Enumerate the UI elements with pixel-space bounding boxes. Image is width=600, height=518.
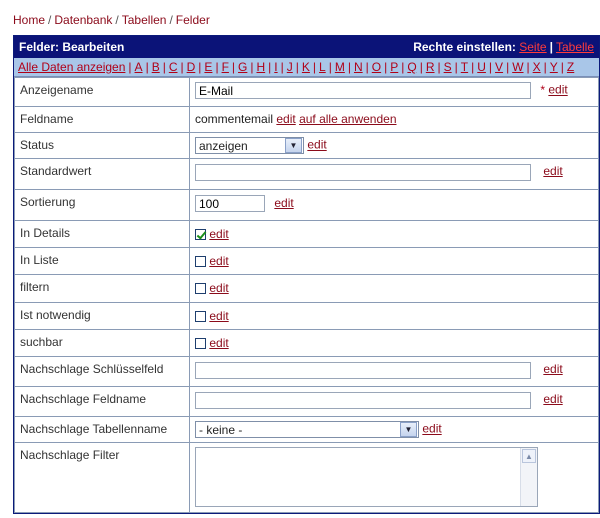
letter-link-a[interactable]: A xyxy=(134,60,143,74)
alphabet-separator: | xyxy=(454,60,458,74)
row-nachschlage-tabellenname xyxy=(15,417,599,443)
suchbar-edit-link[interactable]: edit xyxy=(209,336,229,350)
row-sortierung xyxy=(15,190,599,221)
alphabet-separator: | xyxy=(268,60,272,74)
in-details-edit-link[interactable]: edit xyxy=(209,227,229,241)
label-nachschlage-feldname: Nachschlage Feldname xyxy=(15,387,190,417)
sortierung-input[interactable] xyxy=(195,195,265,212)
feldname-value: commentemail xyxy=(195,112,274,126)
alphabet-separator: | xyxy=(437,60,441,74)
row-anzeigename xyxy=(15,78,599,107)
breadcrumb-home[interactable]: Home xyxy=(13,13,46,27)
nachschlage-feldname-edit-link[interactable]: edit xyxy=(543,392,563,407)
alphabet-separator: | xyxy=(128,60,132,74)
alphabet-separator: | xyxy=(145,60,149,74)
letter-link-l[interactable]: L xyxy=(319,60,326,74)
required-marker: * xyxy=(540,82,546,97)
letter-link-x[interactable]: X xyxy=(532,60,541,74)
row-ist-notwendig xyxy=(15,303,599,330)
letter-link-q[interactable]: Q xyxy=(407,60,417,74)
breadcrumb-separator: / xyxy=(48,13,52,27)
nachschlage-schluesselfeld-input[interactable] xyxy=(195,362,531,379)
label-in-details: In Details xyxy=(15,221,190,248)
alphabet-separator: | xyxy=(560,60,564,74)
feldname-edit-link[interactable]: edit xyxy=(276,112,296,126)
alphabet-separator: | xyxy=(488,60,493,74)
row-standardwert xyxy=(15,159,599,190)
anzeigename-edit-link[interactable]: edit xyxy=(548,82,568,97)
alphabet-separator: | xyxy=(543,60,547,74)
letter-link-e[interactable]: E xyxy=(204,60,213,74)
row-status xyxy=(15,133,599,159)
breadcrumb-felder: Felder xyxy=(175,13,210,27)
nachschlage-feldname-input[interactable] xyxy=(195,392,531,409)
alphabet-separator: | xyxy=(180,60,184,74)
label-filtern: filtern xyxy=(15,275,190,303)
nachschlage-schluesselfeld-edit-link[interactable]: edit xyxy=(543,362,563,377)
panel-title: Felder: Bearbeiten xyxy=(19,40,125,54)
nachschlage-tabellenname-edit-link[interactable]: edit xyxy=(422,421,442,436)
label-anzeigename: Anzeigename xyxy=(15,78,190,107)
sortierung-edit-link[interactable]: edit xyxy=(274,195,294,210)
label-sortierung: Sortierung xyxy=(15,190,190,221)
letter-link-u[interactable]: U xyxy=(477,60,486,74)
row-filtern xyxy=(15,275,599,303)
breadcrumb-datenbank[interactable]: Datenbank xyxy=(54,13,113,27)
nachschlage-filter-textarea[interactable] xyxy=(195,447,538,507)
apply-to-all-link[interactable]: auf alle anwenden xyxy=(299,112,397,126)
letter-link-v[interactable]: V xyxy=(495,60,504,74)
alphabet-separator: | xyxy=(295,60,299,74)
label-nachschlage-filter: Nachschlage Filter xyxy=(15,443,190,513)
ist-notwendig-checkbox[interactable] xyxy=(195,311,206,322)
alphabet-separator: | xyxy=(419,60,423,74)
letter-link-j[interactable]: J xyxy=(286,60,293,74)
rights-separator: | xyxy=(549,40,553,54)
standardwert-edit-link[interactable]: edit xyxy=(543,164,563,179)
scroll-up-icon[interactable]: ▲ xyxy=(522,449,536,463)
rights-tabelle-link[interactable]: Tabelle xyxy=(555,40,594,54)
alphabet-separator: | xyxy=(328,60,332,74)
alphabet-separator: | xyxy=(162,60,166,74)
row-nachschlage-filter xyxy=(15,443,599,513)
label-suchbar: suchbar xyxy=(15,330,190,357)
suchbar-checkbox[interactable] xyxy=(195,338,206,349)
anzeigename-input[interactable] xyxy=(195,82,531,99)
row-suchbar xyxy=(15,330,599,357)
label-standardwert: Standardwert xyxy=(15,159,190,190)
chevron-down-icon[interactable]: ▼ xyxy=(285,138,302,153)
rights-seite-link[interactable]: Seite xyxy=(519,40,547,54)
letter-link-g[interactable]: G xyxy=(238,60,248,74)
breadcrumb-tabellen[interactable]: Tabellen xyxy=(121,13,167,27)
breadcrumb xyxy=(13,13,210,27)
label-ist-notwendig: Ist notwendig xyxy=(15,303,190,330)
alphabet-separator: | xyxy=(215,60,219,74)
alphabet-separator: | xyxy=(401,60,405,74)
letter-link-k[interactable]: K xyxy=(301,60,310,74)
letter-link-t[interactable]: T xyxy=(460,60,469,74)
row-feldname xyxy=(15,107,599,133)
letter-link-s[interactable]: S xyxy=(443,60,452,74)
letter-link-m[interactable]: M xyxy=(334,60,345,74)
rights-settings xyxy=(413,40,594,54)
standardwert-input[interactable] xyxy=(195,164,531,181)
breadcrumb-separator: / xyxy=(169,13,173,27)
label-nachschlage-schluesselfeld: Nachschlage Schlüsselfeld xyxy=(15,357,190,387)
label-feldname: Feldname xyxy=(15,107,190,133)
letter-link-h[interactable]: H xyxy=(256,60,266,74)
row-in-liste xyxy=(15,248,599,275)
status-select[interactable] xyxy=(195,137,304,154)
ist-notwendig-edit-link[interactable]: edit xyxy=(209,309,229,323)
alphabet-separator: | xyxy=(231,60,236,74)
alphabet-filter-bar xyxy=(14,58,599,77)
chevron-down-icon[interactable]: ▼ xyxy=(400,422,417,437)
rights-label: Rechte einstellen: xyxy=(413,40,516,54)
row-nachschlage-schluesselfeld xyxy=(15,357,599,387)
letter-link-z[interactable]: Z xyxy=(566,60,575,74)
letter-link-y[interactable]: Y xyxy=(549,60,558,74)
letter-link-b[interactable]: B xyxy=(151,60,160,74)
alphabet-separator: | xyxy=(347,60,351,74)
filtern-edit-link[interactable]: edit xyxy=(209,281,229,295)
alphabet-separator: | xyxy=(526,60,530,74)
label-status: Status xyxy=(15,133,190,159)
letter-link-i[interactable]: I xyxy=(274,60,278,74)
nachschlage-tabellenname-selected-value: - keine - xyxy=(199,422,243,437)
filtern-checkbox[interactable] xyxy=(195,283,206,294)
in-liste-edit-link[interactable]: edit xyxy=(209,254,229,268)
alphabet-separator: | xyxy=(471,60,475,74)
fields-form-table xyxy=(14,77,599,513)
status-edit-link[interactable]: edit xyxy=(307,137,327,152)
row-nachschlage-feldname xyxy=(15,387,599,417)
alphabet-separator: | xyxy=(280,60,284,74)
letter-link-r[interactable]: R xyxy=(425,60,435,74)
letter-link-f[interactable]: F xyxy=(221,60,229,74)
textarea-scrollbar[interactable] xyxy=(520,448,537,506)
alphabet-separator: | xyxy=(365,60,369,74)
breadcrumb-separator: / xyxy=(115,13,119,27)
row-in-details xyxy=(15,221,599,248)
letter-link-d[interactable]: D xyxy=(186,60,196,74)
letter-link-w[interactable]: W xyxy=(512,60,524,74)
nachschlage-tabellenname-select[interactable] xyxy=(195,421,419,438)
letter-link-p[interactable]: P xyxy=(390,60,399,74)
alphabet-separator: | xyxy=(312,60,317,74)
letter-link-n[interactable]: N xyxy=(353,60,363,74)
alphabet-separator: | xyxy=(198,60,202,74)
in-liste-checkbox[interactable] xyxy=(195,256,206,267)
fields-edit-panel xyxy=(13,35,600,514)
letter-link-c[interactable]: C xyxy=(168,60,178,74)
status-selected-value: anzeigen xyxy=(199,138,248,153)
alphabet-separator: | xyxy=(506,60,510,74)
alphabet-separator: | xyxy=(250,60,254,74)
alphabet-separator: | xyxy=(384,60,388,74)
label-in-liste: In Liste xyxy=(15,248,190,275)
panel-header xyxy=(14,36,599,58)
show-all-data-link[interactable]: Alle Daten anzeigen xyxy=(18,60,126,74)
in-details-checkbox[interactable] xyxy=(195,229,206,240)
letter-link-o[interactable]: O xyxy=(371,60,382,74)
label-nachschlage-tabellenname: Nachschlage Tabellenname xyxy=(15,417,190,443)
